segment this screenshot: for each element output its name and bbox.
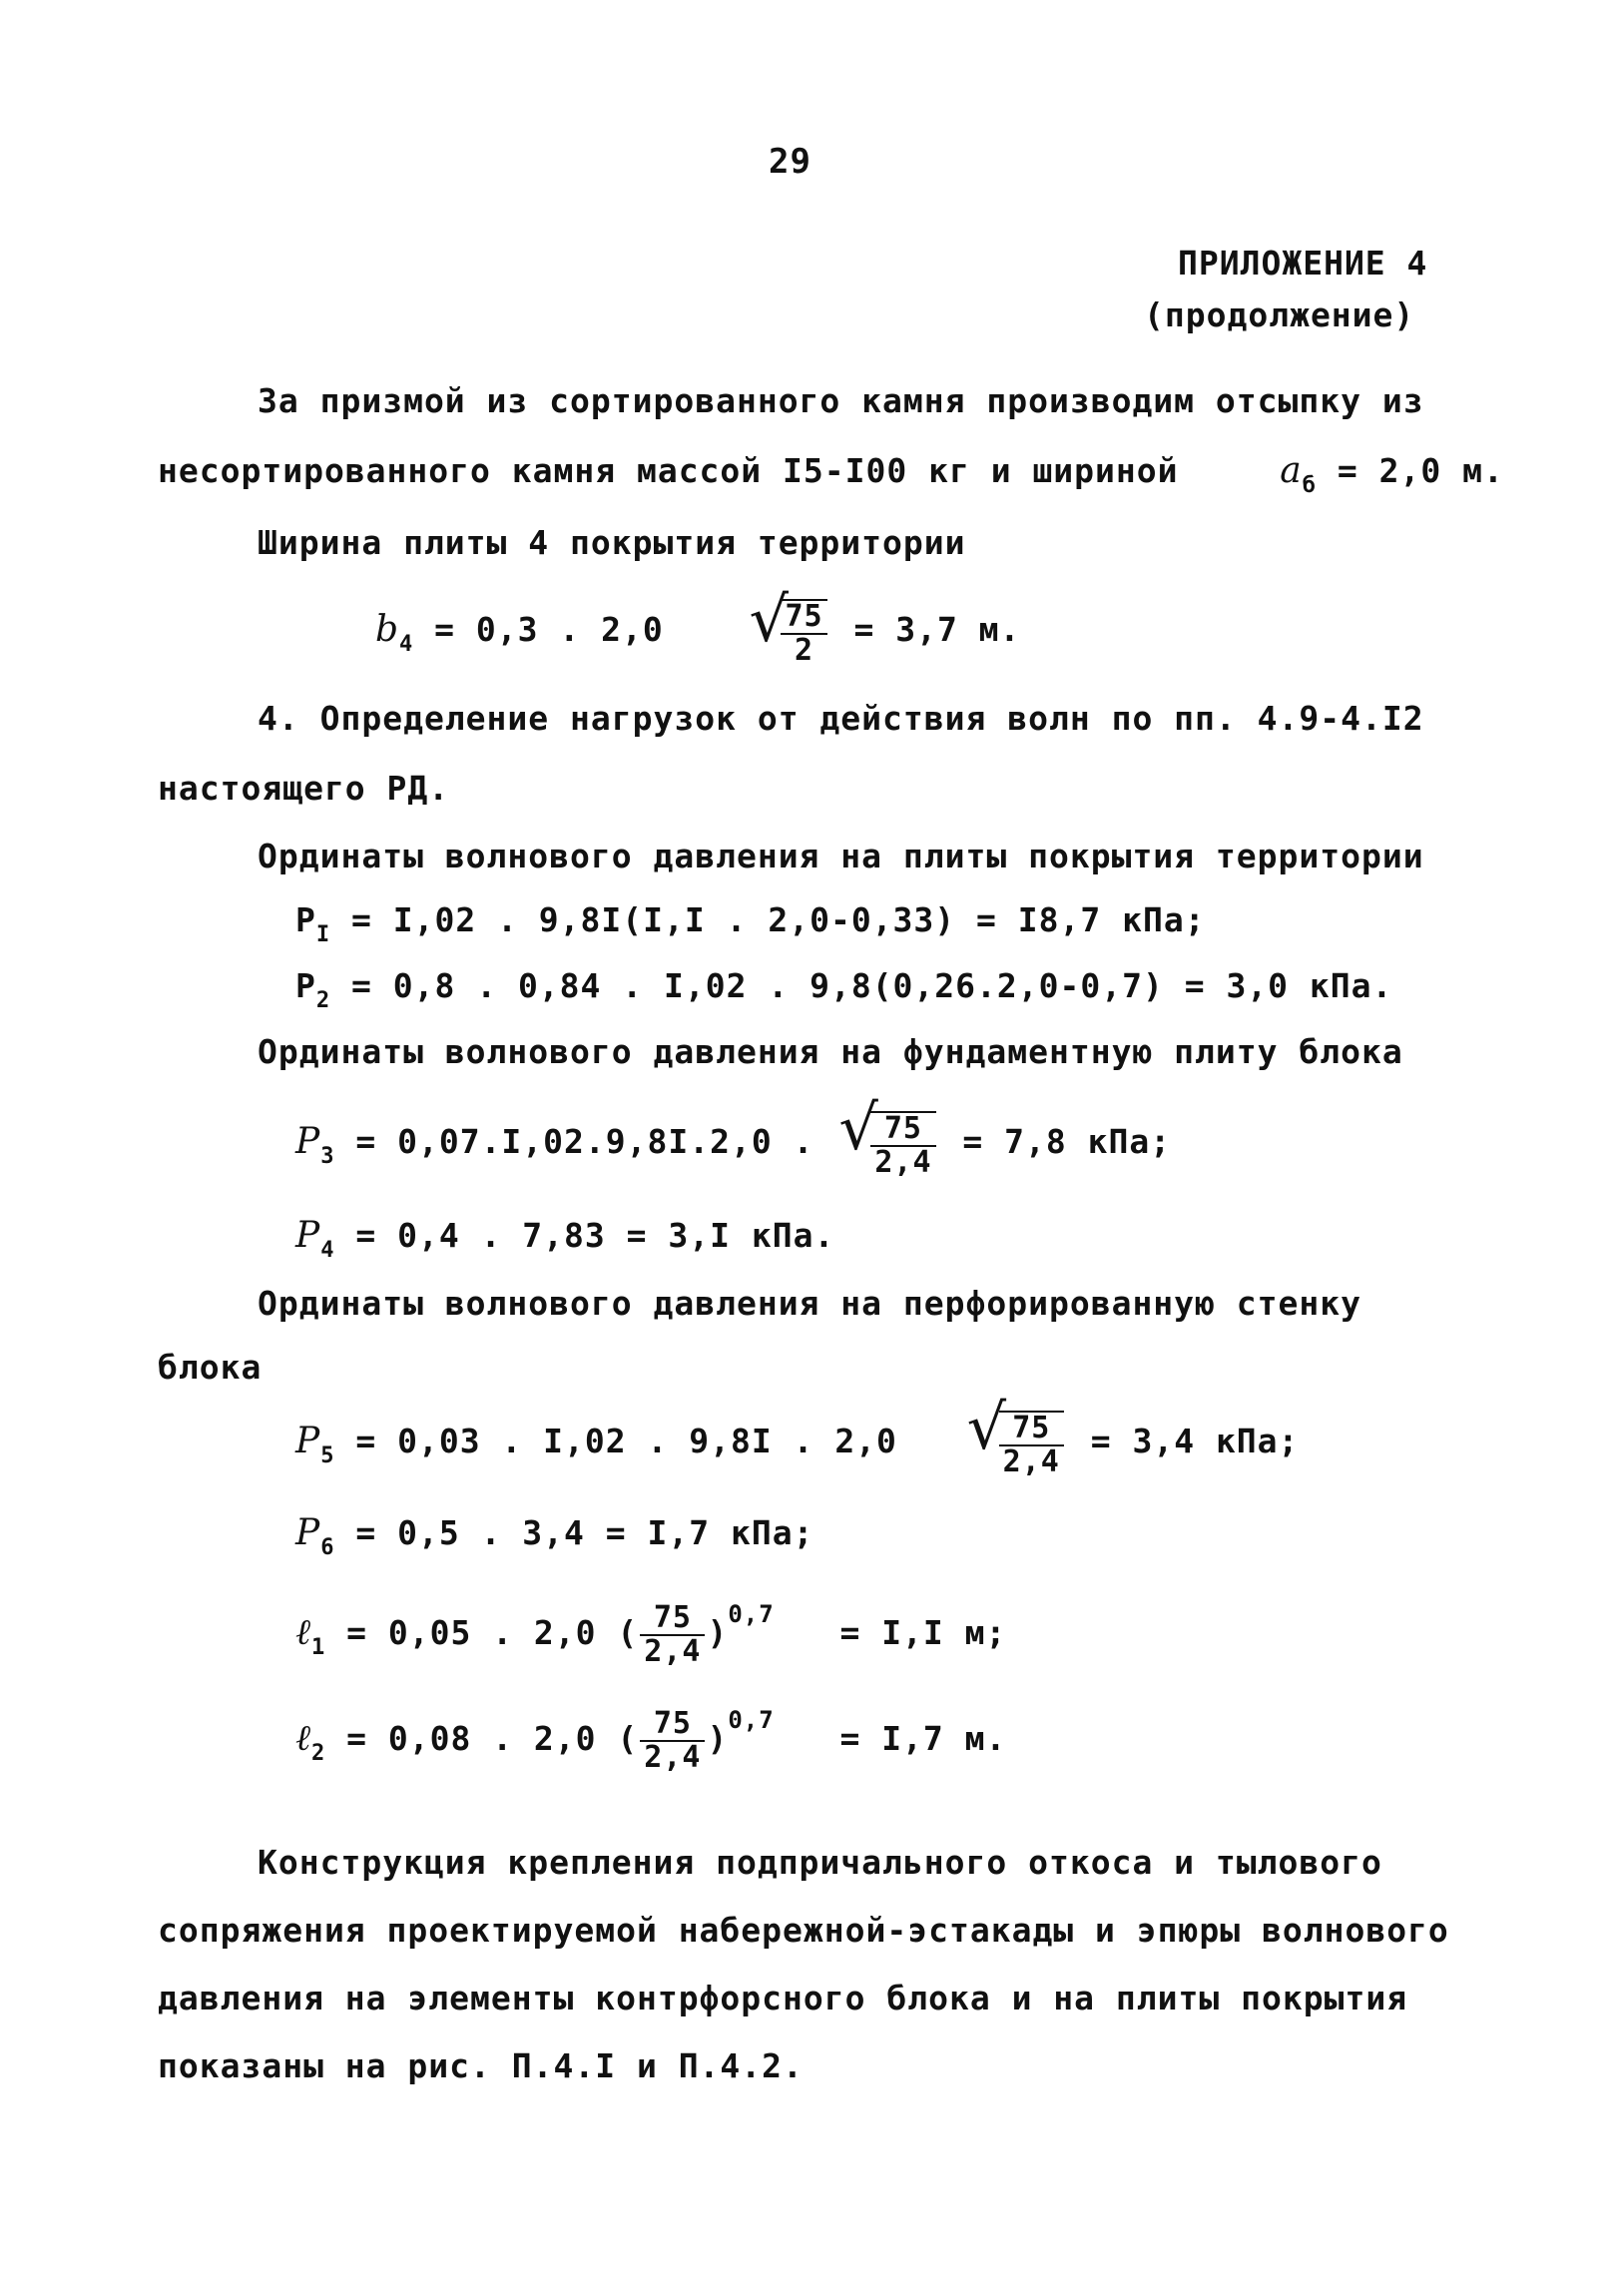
formula-subscript: 2 (311, 1741, 326, 1766)
formula-text: = I,7 м. (839, 1719, 1007, 1758)
paragraph-text: несортированного камня массой I5-I00 кг и шириной (158, 451, 1179, 490)
formula-subscript: 6 (320, 1535, 335, 1560)
formula-p1 (295, 900, 1206, 945)
formula-text: = 0,03 . I,02 . 9,8I . 2,0 (355, 1422, 897, 1460)
formula-subscript: 5 (320, 1443, 335, 1468)
fraction-denominator: 2,4 (644, 1633, 702, 1669)
paragraph-line: Ординаты волнового давления на фундаментную плиту блока (258, 1032, 1403, 1071)
fraction-numerator: 75 (870, 1113, 935, 1147)
formula-symbol: b (375, 609, 400, 650)
fraction-denominator: 2 (795, 632, 814, 668)
formula-symbol: P (295, 900, 316, 939)
formula-p4 (295, 1216, 834, 1261)
paragraph-line: Ширина плиты 4 покрытия территории (258, 523, 966, 562)
page-number: 29 (769, 142, 811, 182)
formula-text: = 0,5 . 3,4 = I,7 кПа; (355, 1513, 814, 1552)
formula-exponent: 0,7 (728, 1600, 775, 1628)
formula-subscript: 1 (311, 1635, 326, 1660)
formula-l1: ℓ$_1$ = 0,05 . 2,0 ( $\frac{75}{2,4}$ )$^{0,7}$ = I,I м; (295, 1599, 1007, 1669)
formula-text: = 0,8 . 0,84 . I,02 . 9,8(0,26.2,0-0,7) = 3,0 кПа. (351, 966, 1393, 1005)
fraction-denominator: 2,4 (874, 1145, 932, 1180)
formula-subscript: 4 (399, 632, 414, 657)
formula-subscript: I (315, 922, 331, 947)
appendix-subtitle: (продолжение) (1144, 295, 1415, 334)
fraction-denominator: 2,4 (1002, 1444, 1060, 1479)
square-root: √ $\frac{75}{2,4}$ (967, 1404, 1066, 1483)
formula-symbol: ℓ (295, 1718, 311, 1759)
formula-symbol: P (295, 1121, 321, 1162)
formula-p3 (295, 1090, 1172, 1187)
paragraph-line: Ординаты волнового давления на плиты покрытия территории (258, 837, 1424, 875)
paragraph-line: сопряжения проектируемой набережной-эстакады и эпюры волнового (158, 1911, 1449, 1950)
fraction-numerator: 75 (640, 1708, 705, 1742)
formula-text: = 0,4 . 7,83 = 3,I кПа. (355, 1216, 835, 1255)
formula-b4 (375, 583, 1021, 670)
paragraph-line: настоящего РД. (158, 769, 450, 808)
fraction (640, 1599, 705, 1669)
formula-text: = 2,0 м. (1337, 451, 1504, 490)
formula-p2 (295, 966, 1392, 1011)
formula-symbol: P (295, 1421, 321, 1461)
formula-subscript: б (1302, 473, 1317, 498)
paragraph-line: блока (158, 1348, 263, 1387)
formula-symbol: P (295, 1215, 321, 1256)
formula-symbol: ℓ (295, 1612, 311, 1653)
formula-text: = 0,05 . 2,0 ( (346, 1613, 639, 1652)
formula-text: = 0,08 . 2,0 ( (346, 1719, 639, 1758)
formula-subscript: 3 (320, 1144, 335, 1169)
formula-subscript: 4 (320, 1238, 335, 1263)
appendix-title: ПРИЛОЖЕНИЕ 4 (1178, 244, 1428, 283)
paragraph-line: Ординаты волнового давления на перфорированную стенку (258, 1284, 1361, 1323)
formula-text: = 3,7 м. (853, 610, 1021, 649)
square-root: √ $\frac{75}{2,4}$ (838, 1104, 937, 1184)
paragraph-line: Конструкция крепления подпричального откоса и тылового (258, 1843, 1382, 1882)
formula-text: = I,02 . 9,8I(I,I . 2,0-0,33) = I8,7 кПа; (351, 900, 1206, 939)
paragraph-line (158, 451, 1504, 496)
fraction-denominator: 2,4 (644, 1739, 702, 1775)
formula-subscript: 2 (315, 988, 331, 1013)
paragraph-line: За призмой из сортированного камня производим отсыпку из (258, 381, 1424, 420)
paragraph-line: показаны на рис. П.4.I и П.4.2. (158, 2046, 804, 2085)
formula-text: = 0,3 . 2,0 (434, 610, 664, 649)
formula-text: = 0,07.I,02.9,8I.2,0 . (355, 1122, 814, 1161)
formula-p5 (295, 1390, 1300, 1486)
square-root: √ $\frac{75}{2}$ (749, 596, 828, 667)
paragraph-line: давления на элементы контрфорсного блока и на плиты покрытия (158, 1979, 1408, 2017)
formula-symbol: a (1280, 450, 1303, 491)
formula-exponent: 0,7 (728, 1706, 775, 1734)
formula-l2: ℓ$_2$ = 0,08 . 2,0 ( $\frac{75}{2,4}$ )$^{0,7}$ = I,7 м. (295, 1705, 1007, 1775)
fraction-numerator: 75 (640, 1602, 705, 1636)
formula-text: = 7,8 кПа; (962, 1122, 1172, 1161)
paragraph-line: 4. Определение нагрузок от действия волн по пп. 4.9-4.I2 (258, 699, 1424, 738)
fraction-numerator: 75 (999, 1413, 1064, 1446)
formula-symbol: P (295, 966, 316, 1005)
formula-text: = 3,4 кПа; (1090, 1422, 1300, 1460)
formula-symbol: P (295, 1512, 321, 1553)
formula-p6 (295, 1513, 813, 1558)
fraction-numerator: 75 (781, 601, 826, 635)
fraction (640, 1705, 705, 1775)
formula-text: = I,I м; (839, 1613, 1007, 1652)
